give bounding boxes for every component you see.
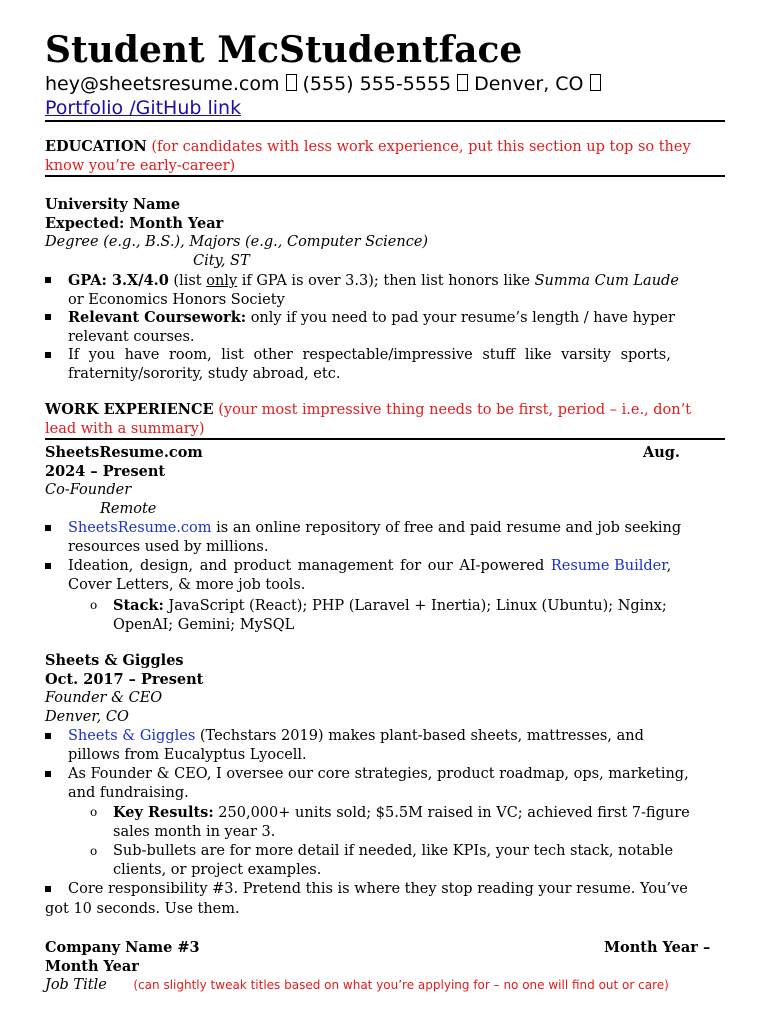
sub-bullet-icon: o xyxy=(90,844,98,858)
section-note: (your most impressive thing needs to be first, period – i.e., don’t xyxy=(218,402,692,418)
separator-box-icon xyxy=(457,74,468,91)
square-bullet-icon xyxy=(45,733,51,739)
phone: (555) 555-5555 xyxy=(302,73,452,95)
section-title: WORK EXPERIENCE xyxy=(45,401,214,418)
square-bullet-icon xyxy=(45,563,51,569)
separator-box-icon xyxy=(590,74,601,91)
sub-bullet-icon: o xyxy=(90,805,98,819)
work-heading xyxy=(45,400,725,439)
list-item: Relevant Coursework: only if you need to pad your resume’s length / have hyper relevant courses. xyxy=(45,308,725,347)
list-item: Sheets & Giggles (Techstars 2019) makes plant-based sheets, mattresses, and pillows from Eucalyptus Lyocell. xyxy=(45,727,725,765)
divider xyxy=(45,438,725,440)
job-title: Co-Founder xyxy=(45,482,132,498)
job-date: Aug. xyxy=(643,444,680,461)
section-note: (for candidates with less work experience, put this section up top so they know you’re early-career) xyxy=(45,139,691,174)
list-item: Ideation, design, and product management for our AI-powered Resume Builder, Cover Letters, & more job tools. xyxy=(45,557,725,595)
square-bullet-icon xyxy=(45,771,51,777)
job-date-cont: Month Year xyxy=(45,958,139,975)
square-bullet-icon xyxy=(45,314,51,320)
job-location: Remote xyxy=(100,501,157,517)
list-item-cont: got 10 seconds. Use them. xyxy=(45,901,240,917)
square-bullet-icon xyxy=(45,525,51,531)
job-title-line xyxy=(45,976,725,995)
job-date-cont: 2024 – Present xyxy=(45,463,166,480)
list-item: GPA: 3.X/4.0 (list only if GPA is over 3.3); then list honors like Summa Cum Laude or Economics Honors Society xyxy=(45,271,725,310)
divider xyxy=(45,120,725,122)
separator-box-icon xyxy=(286,74,297,91)
school-name: University Name xyxy=(45,196,181,213)
expected-date: Expected: Month Year xyxy=(45,215,224,232)
job-date: Oct. 2017 – Present xyxy=(45,671,204,688)
resume-builder-link[interactable]: Resume Builder xyxy=(550,558,667,574)
school-city: City, ST xyxy=(193,253,250,269)
contact-line xyxy=(45,72,607,96)
list-item: If you have room, list other respectable/impressive stuff like varsity sports, fraternity/sorority, study abroad, etc. xyxy=(45,346,725,384)
square-bullet-icon xyxy=(45,277,51,283)
company-name: Sheets & Giggles xyxy=(45,652,184,669)
square-bullet-icon xyxy=(45,352,51,358)
list-item: As Founder & CEO, I oversee our core strategies, product roadmap, ops, marketing, and fundraising. xyxy=(45,765,725,803)
company-name: SheetsResume.com xyxy=(45,444,203,461)
sheetsresume-link[interactable]: SheetsResume.com xyxy=(68,520,212,536)
title-note: (can slightly tweak titles based on what you’re applying for – no one will find out or care) xyxy=(133,978,669,992)
job-title: Job Title xyxy=(45,977,107,993)
sub-list-item: o Key Results: 250,000+ units sold; $5.5M raised in VC; achieved first 7-figure sales month in year 3. xyxy=(90,804,690,840)
list-item: Core responsibility #3. Pretend this is where they stop reading your resume. You’ve xyxy=(45,880,725,899)
company-name: Company Name #3 xyxy=(45,939,200,956)
education-heading xyxy=(45,137,725,176)
sub-list-item: o Stack: JavaScript (React); PHP (Laravel + Inertia); Linux (Ubuntu); Nginx; OpenAI; Gemini; MySQL xyxy=(90,597,667,633)
section-note: lead with a summary) xyxy=(45,421,205,437)
candidate-name: Student McStudentface xyxy=(45,29,523,71)
job-location: Denver, CO xyxy=(45,709,129,725)
sub-list-item: o Sub-bullets are for more detail if needed, like KPIs, your tech stack, notable clients, or project examples. xyxy=(90,843,674,878)
sheets-giggles-link[interactable]: Sheets & Giggles xyxy=(68,728,196,744)
portfolio-link[interactable]: Portfolio /GitHub link xyxy=(45,97,242,119)
square-bullet-icon xyxy=(45,886,51,892)
divider xyxy=(45,175,725,177)
email[interactable]: hey@sheetsresume.com xyxy=(45,73,280,95)
section-title: EDUCATION xyxy=(45,138,147,155)
job-title: Founder & CEO xyxy=(45,690,163,706)
location: Denver, CO xyxy=(474,73,584,95)
job-date: Month Year – xyxy=(604,939,711,956)
degree: Degree (e.g., B.S.), Majors (e.g., Computer Science) xyxy=(45,234,429,250)
sub-bullet-icon: o xyxy=(90,598,98,612)
list-item: SheetsResume.com is an online repository of free and paid resume and job seeking resources used by millions. xyxy=(45,519,725,557)
